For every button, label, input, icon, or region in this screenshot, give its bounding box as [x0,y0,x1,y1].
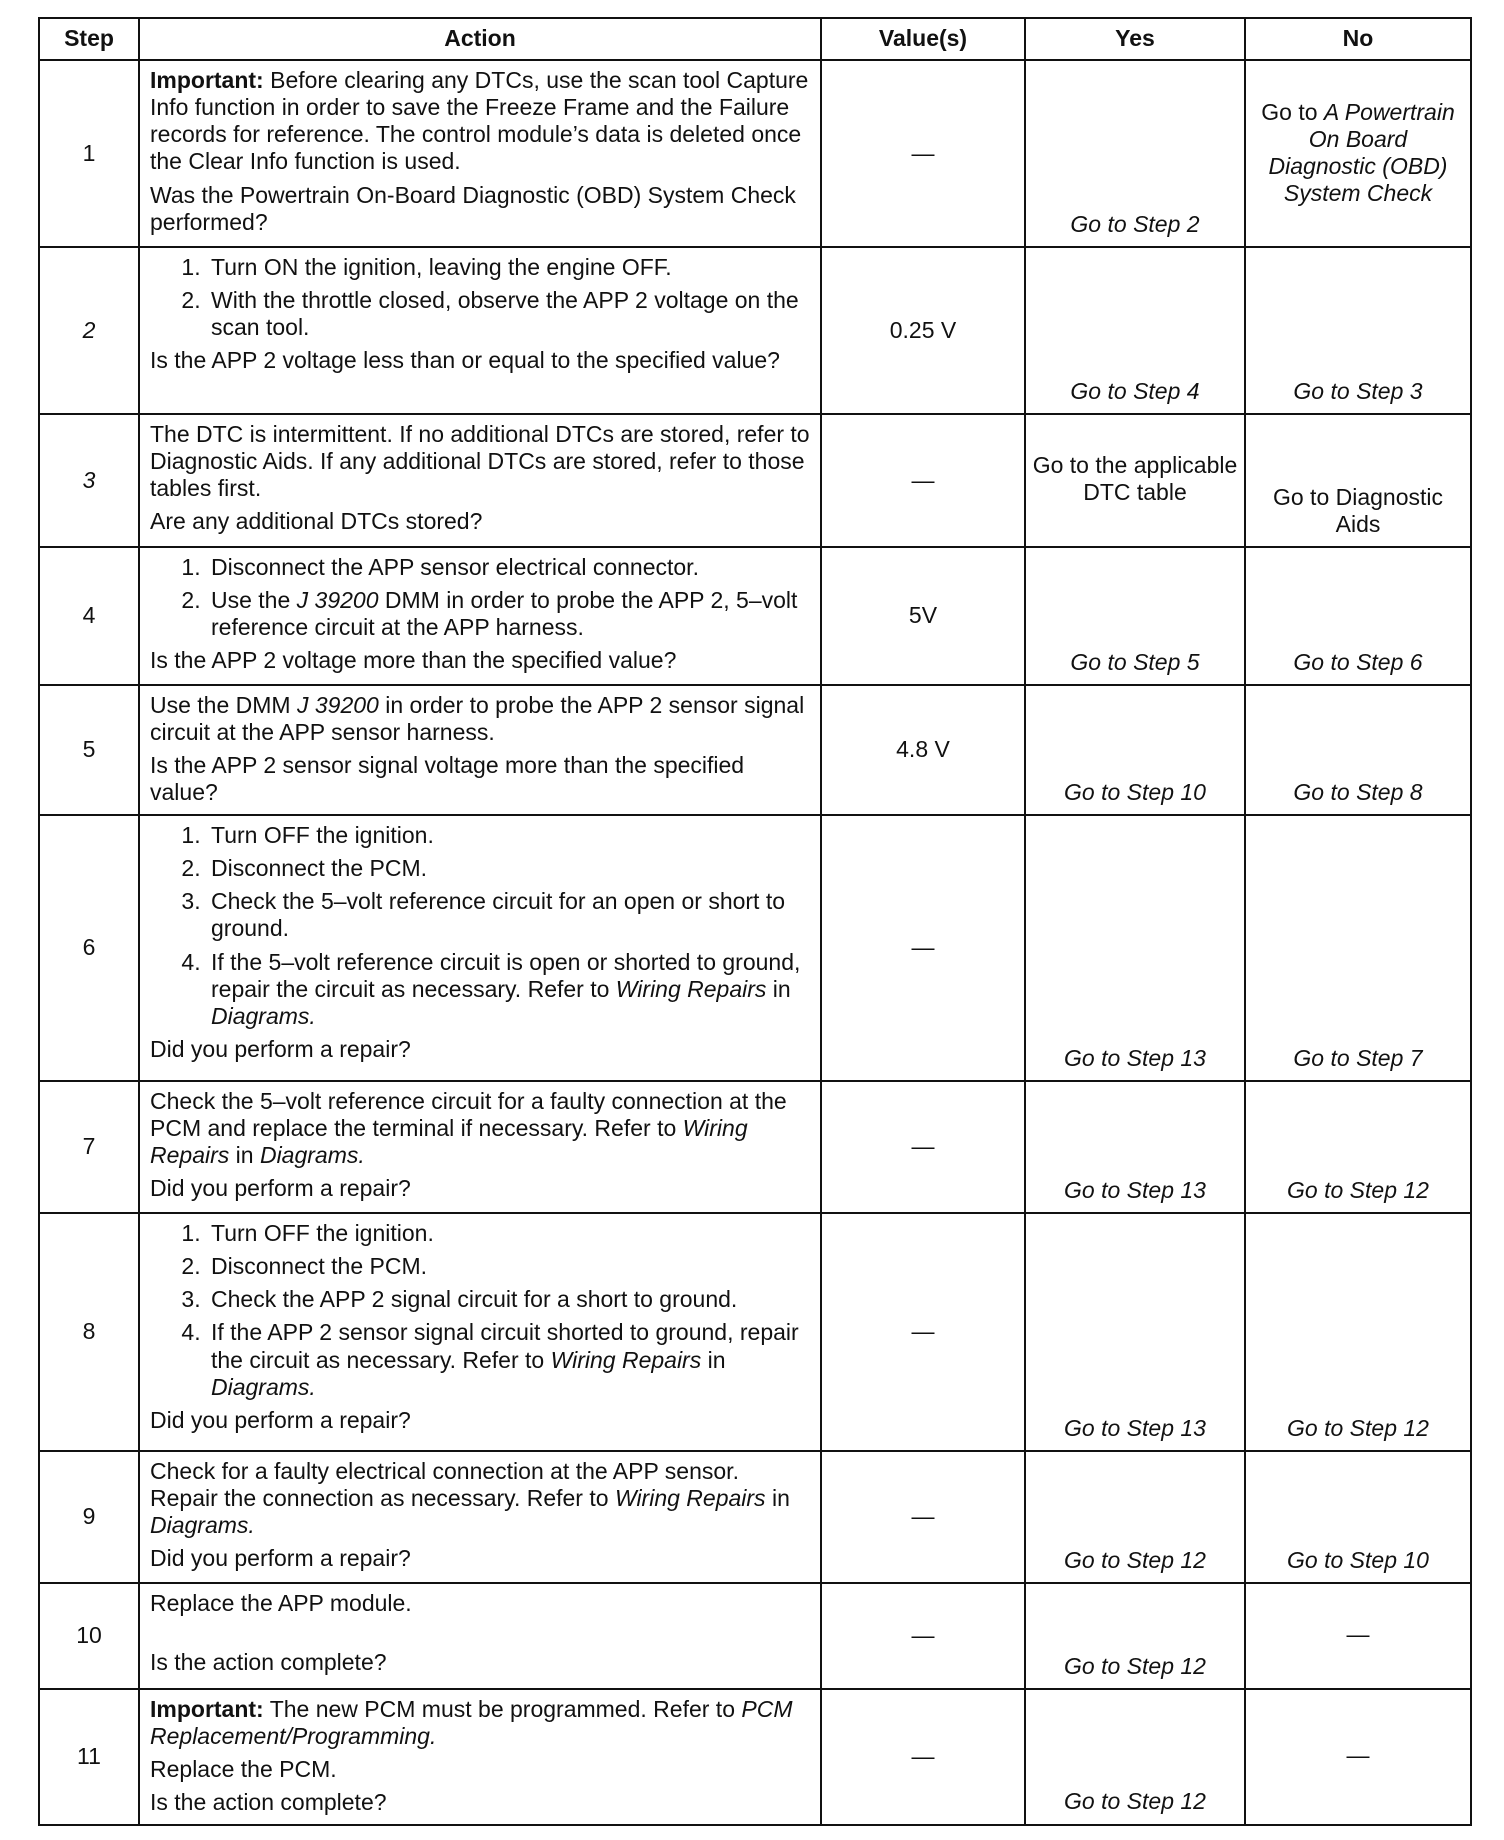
action-text [150,1088,810,1169]
procedure-list [150,822,810,1030]
action-text-part: Check the 5–volt reference circuit for a faulty connection at the PCM and replace the terminal if necessary. Refer to [150,1088,787,1142]
action-text: Replace the PCM. [150,1756,337,1783]
yes-cell: Go to Step 13 [1025,1213,1245,1451]
table-row [39,815,1471,1081]
table-row [39,1583,1471,1689]
action-cell [139,247,821,414]
step-number: 6 [39,815,139,1081]
action-cell [139,685,821,815]
no-cell: — [1245,1583,1471,1689]
action-cell [139,60,821,247]
action-text-part: in [229,1142,260,1169]
question-text: Is the APP 2 voltage less than or equal to the specified value? [150,347,780,374]
no-cell: Go to Step 12 [1245,1081,1471,1213]
no-cell: Go to Step 12 [1245,1213,1471,1451]
table-row [39,60,1471,247]
no-prefix: Go to [1261,99,1324,125]
header-no: No [1245,18,1471,60]
list-item: 1. Turn OFF the ignition. [207,822,810,849]
value-cell: — [821,1081,1025,1213]
step-number: 4 [39,547,139,685]
header-yes: Yes [1025,18,1245,60]
important-text: The new PCM must be programmed. Refer to [263,1696,742,1722]
value-cell: — [821,414,1025,547]
action-text-part: Check for a faulty electrical connection at the APP sensor. Repair the connection as necessary. Refer to [150,1458,739,1512]
value-cell: — [821,60,1025,247]
action-text-part: Use the DMM [150,692,297,718]
action-text [150,692,810,746]
item-text: in [766,975,791,1002]
no-cell: Go to Step 8 [1245,685,1471,815]
yes-cell: Go to Step 12 [1025,1689,1245,1825]
value-cell: 4.8 V [821,685,1025,815]
header-step: Step [39,18,139,60]
table-row [39,1451,1471,1583]
procedure-list [150,254,810,341]
value-cell: 5V [821,547,1025,685]
item-text: If the 5–volt reference circuit is open or shorted to ground, repair the circuit as necessary. Refer to [211,948,801,1002]
action-text-part: in order to probe the APP 2 sensor signal circuit at the APP sensor harness. [150,692,805,746]
list-item: 3. Check the 5–volt reference circuit for an open or short to ground. [207,888,810,942]
no-cell: Go to Step 3 [1245,247,1471,414]
item-text: If the APP 2 sensor signal circuit shorted to ground, repair the circuit as necessary. Refer to [211,1319,799,1373]
reference-link: Wiring Repairs [614,1485,766,1512]
yes-cell: Go to Step 12 [1025,1583,1245,1689]
action-text-part: in [765,1485,790,1512]
list-item: 2. With the throttle closed, observe the APP 2 voltage on the scan tool. [207,287,810,341]
value-cell: 0.25 V [821,247,1025,414]
important-note [150,67,810,176]
question-text: Is the APP 2 sensor signal voltage more than the specified value? [150,752,745,806]
yes-cell: Go to Step 4 [1025,247,1245,414]
header-values: Value(s) [821,18,1025,60]
tool-reference: J 39200 [296,692,379,718]
step-number: 5 [39,685,139,815]
yes-cell: Go to Step 5 [1025,547,1245,685]
reference-doc: Diagrams. [211,1002,316,1029]
value-cell: — [821,815,1025,1081]
action-cell [139,547,821,685]
reference-doc: Diagrams. [150,1512,255,1539]
yes-cell: Go to the applicable DTC table [1025,414,1245,547]
header-action: Action [139,18,821,60]
value-cell: — [821,1689,1025,1825]
list-item [207,587,810,641]
step-number: 10 [39,1583,139,1689]
tool-reference: J 39200 [296,587,379,614]
list-item: 1. Turn ON the ignition, leaving the engine OFF. [207,254,810,281]
table-row [39,1081,1471,1213]
question-text: Did you perform a repair? [150,1035,411,1062]
header-row [39,18,1471,60]
action-cell [139,1451,821,1583]
step-number: 7 [39,1081,139,1213]
no-cell: — [1245,1689,1471,1825]
reference-link: Wiring Repairs [150,1115,748,1169]
action-cell [139,815,821,1081]
action-cell [139,1081,821,1213]
no-cell: Go to Diagnostic Aids [1245,414,1471,547]
value-cell: — [821,1583,1025,1689]
item-text: Use the [211,587,297,614]
list-item: 3. Check the APP 2 signal circuit for a short to ground. [207,1286,810,1313]
no-cell [1245,60,1471,247]
yes-cell: Go to Step 2 [1025,60,1245,247]
no-cell: Go to Step 7 [1245,815,1471,1081]
question-text: Are any additional DTCs stored? [150,508,483,535]
yes-cell: Go to Step 10 [1025,685,1245,815]
table-row [39,1689,1471,1825]
table-row [39,414,1471,547]
list-item [207,1319,810,1400]
question-text: Did you perform a repair? [150,1175,411,1202]
step-number: 2 [39,247,139,414]
yes-cell: Go to Step 12 [1025,1451,1245,1583]
table-row [39,247,1471,414]
table-row [39,685,1471,815]
item-text: DMM in order to probe the APP 2, 5–volt reference circuit at the APP harness. [211,587,798,641]
no-cell: Go to Step 10 [1245,1451,1471,1583]
no-reference: A Powertrain On Board Diagnostic (OBD) System Check [1268,99,1455,207]
diagnostic-table [38,17,1472,1826]
step-number: 11 [39,1689,139,1825]
list-item: 2. Disconnect the PCM. [207,855,810,882]
step-number: 1 [39,60,139,247]
reference-link: Wiring Repairs [550,1346,702,1373]
important-label: Important: [150,1696,264,1722]
procedure-list [150,554,810,641]
list-item [207,949,810,1030]
action-text: The DTC is intermittent. If no additional DTCs are stored, refer to Diagnostic Aids. If any additional DTCs are stored, refer to those tables first. [150,421,810,502]
step-number: 3 [39,414,139,547]
no-cell: Go to Step 6 [1245,547,1471,685]
reference-link: PCM Replacement/Programming. [150,1696,793,1750]
question-text: Did you perform a repair? [150,1406,411,1433]
reference-link: Wiring Repairs [615,975,767,1002]
value-cell: — [821,1451,1025,1583]
step-number: 9 [39,1451,139,1583]
yes-cell: Go to Step 13 [1025,1081,1245,1213]
action-cell [139,1689,821,1825]
action-text: Replace the APP module. [150,1590,412,1616]
table-row [39,1213,1471,1451]
action-text [150,1458,810,1539]
question-text: Did you perform a repair? [150,1545,411,1572]
procedure-list [150,1220,810,1401]
important-note [150,1696,810,1750]
list-item: 1. Turn OFF the ignition. [207,1220,810,1247]
value-cell: — [821,1213,1025,1451]
action-cell [139,1213,821,1451]
important-label: Important: [150,67,264,93]
action-cell [139,1583,821,1689]
question-text: Is the action complete? [150,1649,387,1676]
question-text: Is the APP 2 voltage more than the specified value? [150,647,677,674]
question-text: Was the Powertrain On-Board Diagnostic (OBD) System Check performed? [150,181,796,235]
item-text: in [701,1346,726,1373]
table-row [39,547,1471,685]
yes-cell: Go to Step 13 [1025,815,1245,1081]
list-item: 1. Disconnect the APP sensor electrical connector. [207,554,810,581]
reference-doc: Diagrams. [259,1142,365,1169]
action-cell [139,414,821,547]
question-text: Is the action complete? [150,1789,387,1816]
step-number: 8 [39,1213,139,1451]
list-item: 2. Disconnect the PCM. [207,1253,810,1280]
reference-doc: Diagrams. [211,1373,316,1400]
important-text: Before clearing any DTCs, use the scan tool Capture Info function in order to save the Freeze Frame and the Failure records for reference. The control module’s data is deleted once the Clear Info function is used. [150,67,809,175]
